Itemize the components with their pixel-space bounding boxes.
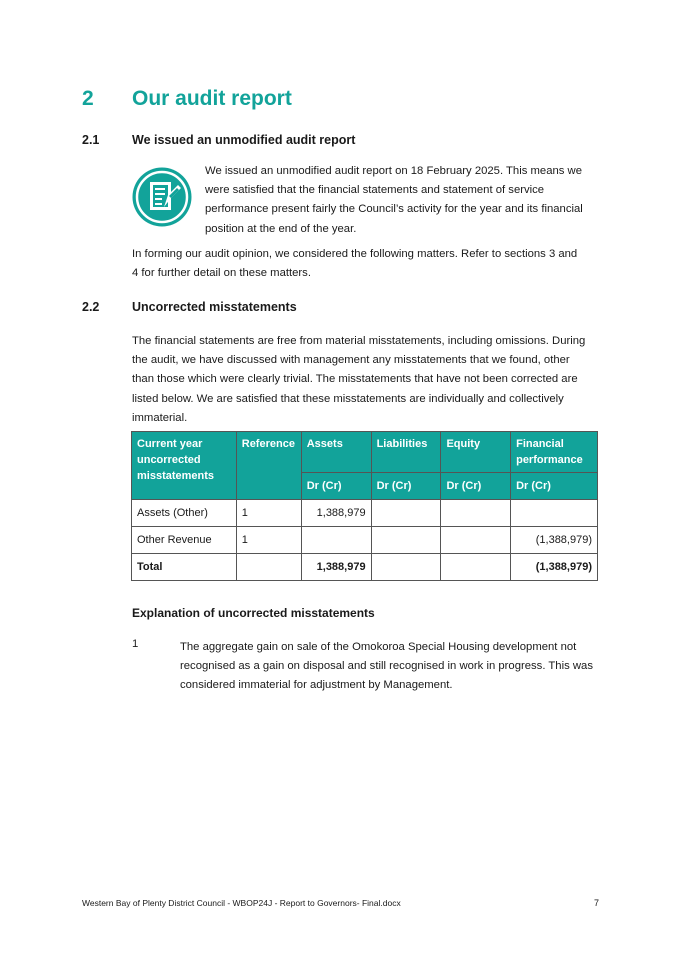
text-line: The financial statements are free from material misstatements, including omissions. During [132,335,586,347]
header-current-year: Current year uncorrected misstatements [132,432,237,500]
header-drcr-equity: Dr (Cr) [441,473,511,500]
header-drcr-liabilities: Dr (Cr) [371,473,441,500]
forming-opinion-paragraph [132,245,577,283]
explanation-item-number: 1 [132,638,139,650]
subsection-title-2-2: Uncorrected misstatements [132,300,297,314]
text-line: position at the end of the year. [205,222,357,235]
footer-text: Western Bay of Plenty District Council - WBOP24J - Report to Governors- Final.docx [82,898,401,908]
row-assets [301,527,371,554]
table-total-row [132,554,598,581]
total-financial: (1,388,979) [511,554,598,581]
total-assets: 1,388,979 [301,554,371,581]
row-label: Other Revenue [132,527,237,554]
text-line: the audit, we have discussed with management any misstatements that we found, other [132,354,570,367]
explanation-heading: Explanation of uncorrected misstatements [132,606,375,620]
audit-intro-paragraph [205,162,583,239]
row-financial: (1,388,979) [511,527,598,554]
misstatements-table [131,431,598,581]
section-title: Our audit report [132,87,292,110]
row-reference: 1 [236,500,301,527]
page-number: 7 [594,898,600,908]
text-line: recognised as a gain on disposal and still recognised in work in progress. This was [180,660,593,673]
header-equity: Equity [441,432,511,473]
subsection-number-2-2: 2.2 [82,300,100,314]
row-label: Assets (Other) [132,500,237,527]
document-edit-icon [131,166,193,228]
row-equity [441,500,511,527]
text-line: were satisfied that the financial statements and statement of service [205,184,545,197]
text-line: The aggregate gain on sale of the Omokoroa Special Housing development not [180,641,577,653]
header-drcr-financial: Dr (Cr) [511,473,598,500]
text-line: than those which were clearly trivial. The misstatements that have not been corrected are [132,373,578,386]
total-reference [236,554,301,581]
header-drcr-assets: Dr (Cr) [301,473,371,500]
header-financial-performance: Financial performance [511,432,598,473]
subsection-title-2-1: We issued an unmodified audit report [132,133,356,147]
text-line: listed below. We are satisfied that these misstatements are individually and collectively [132,392,564,405]
row-liabilities [371,500,441,527]
table-row [132,527,598,554]
row-liabilities [371,527,441,554]
total-label: Total [132,554,237,581]
text-line: 4 for further detail on these matters. [132,267,311,280]
row-reference: 1 [236,527,301,554]
row-financial [511,500,598,527]
row-equity [441,527,511,554]
total-equity [441,554,511,581]
header-liabilities: Liabilities [371,432,441,473]
text-line: We issued an unmodified audit report on 18 February 2025. This means we [205,165,582,177]
explanation-item-text [180,638,593,696]
table-row [132,500,598,527]
misstatements-paragraph [132,332,585,428]
text-line: immaterial. [132,411,188,424]
text-line: performance present fairly the Council’s activity for the year and its financial [205,203,583,216]
section-number: 2 [82,87,94,110]
header-reference: Reference [236,432,301,500]
text-line: considered immaterial for adjustment by Management. [180,679,453,692]
header-assets: Assets [301,432,371,473]
subsection-number-2-1: 2.1 [82,133,100,147]
total-liabilities [371,554,441,581]
text-line: In forming our audit opinion, we considered the following matters. Refer to sections 3 and [132,248,578,260]
row-assets: 1,388,979 [301,500,371,527]
